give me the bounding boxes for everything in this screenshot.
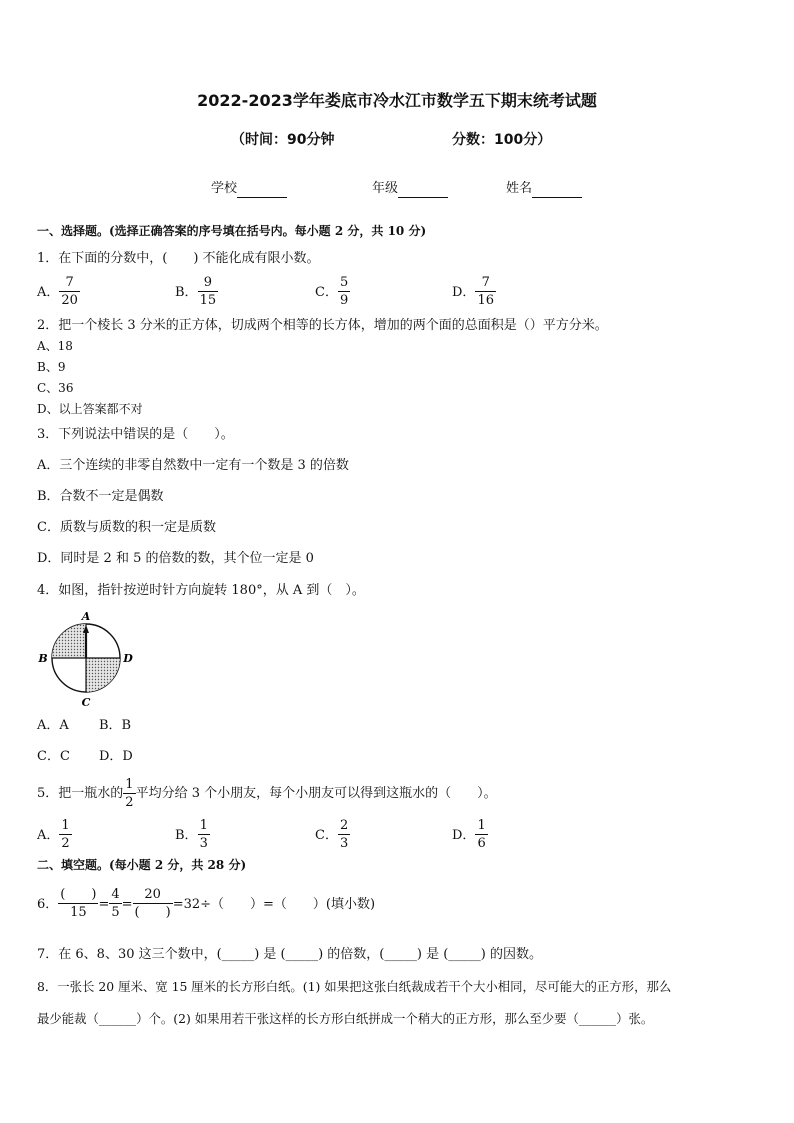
q2-option-c[interactable]: C、36 [37, 381, 74, 395]
q6-fraction-1[interactable] [58, 886, 98, 921]
school-field[interactable] [211, 181, 287, 198]
q3-stem: 3．下列说法中错误的是（ ）。 [37, 427, 234, 442]
q3-option-c[interactable]: C．质数与质数的积一定是质数 [37, 520, 216, 535]
grade-label: 年级 [372, 181, 399, 196]
q1-option-c[interactable] [315, 274, 350, 309]
q4-label-right: D [123, 652, 133, 665]
q1-option-a-num: 7 [59, 274, 80, 292]
exam-score: 分数：100分） [452, 132, 552, 148]
q6-equation [37, 886, 375, 921]
q2-stem: 2．把一个棱长 3 分米的正方体，切成两个相等的长方体，增加的两个面的总面积是（）平方分米。 [37, 318, 608, 333]
school-blank[interactable] [237, 181, 287, 198]
q5-option-b[interactable] [175, 817, 210, 852]
q5-option-c-num: 2 [339, 818, 349, 833]
q1-option-d[interactable] [452, 274, 496, 309]
q6-eq-1: = [98, 897, 110, 912]
q5-stem-before: 5．把一瓶水的 [37, 786, 124, 801]
q5-option-b-den: 3 [199, 836, 208, 851]
q5-option-b-label: B． [175, 828, 198, 843]
q1-option-d-num: 7 [475, 274, 496, 292]
grade-blank[interactable] [398, 181, 448, 198]
q5-option-c[interactable] [315, 817, 350, 852]
q1-option-d-den: 16 [477, 293, 494, 308]
q6-label: 6． [37, 897, 59, 912]
section-2-heading: 二、填空题。(每小题 2 分，共 28 分) [37, 858, 247, 872]
q1-option-c-label: C． [315, 285, 338, 300]
q1-option-b-label: B． [175, 285, 198, 300]
q1-option-b[interactable] [175, 274, 218, 309]
q6-fraction-3[interactable] [133, 886, 173, 921]
q5-option-c-label: C． [315, 828, 338, 843]
q4-option-b[interactable]: B．B [99, 718, 132, 733]
q4-stem: 4．如图，指针按逆时针方向旋转 180°，从 A 到（ ）。 [37, 583, 365, 598]
q8-line-1: 8．一张长 20 厘米、宽 15 厘米的长方形白纸。(1) 如果把这张白纸裁成若干个大小相同，尽可能大的正方形，那么 [37, 979, 672, 994]
q4-option-d[interactable]: D．D [99, 749, 133, 764]
page-title: 2022-2023学年娄底市冷水江市数学五下期末统考试题 [197, 91, 597, 110]
q6-rest[interactable]: =32÷（ ）=（ ）(填小数) [172, 897, 376, 912]
q5-option-c-den: 3 [339, 836, 349, 851]
q3-option-a[interactable]: A．三个连续的非零自然数中一定有一个数是 3 的倍数 [37, 458, 349, 473]
q4-shaded-sector-bottom-right [86, 658, 120, 692]
q1-option-a-den: 20 [61, 293, 78, 308]
q5-option-d-label: D． [452, 828, 476, 843]
q4-rotation-figure [34, 606, 138, 710]
exam-time: （时间：90分钟 [231, 132, 335, 148]
q4-label-bottom: C [81, 696, 91, 709]
q5-option-d-num: 1 [477, 818, 486, 833]
q4-option-c[interactable]: C．C [37, 749, 70, 764]
q5-option-a-label: A． [37, 828, 60, 843]
q5-option-d-den: 6 [477, 836, 486, 851]
q1-option-a-label: A． [37, 285, 60, 300]
q6-fraction-2 [109, 886, 121, 921]
q6-frac2-den: 5 [111, 905, 120, 920]
q4-shaded-sector-top-left [52, 624, 86, 658]
q5-stem-after: 平均分给 3 个小朋友，每个小朋友可以得到这瓶水的（ ）。 [135, 786, 497, 801]
q6-frac1-den: 15 [70, 905, 87, 920]
q1-option-b-den: 15 [199, 293, 217, 308]
q5-option-d[interactable] [452, 817, 488, 852]
q2-option-b[interactable]: B、9 [37, 360, 66, 374]
q1-option-d-label: D． [452, 285, 476, 300]
name-field[interactable] [506, 181, 582, 198]
q1-option-a[interactable] [37, 274, 80, 309]
q1-option-c-num: 5 [339, 275, 349, 290]
q3-option-d[interactable]: D．同时是 2 和 5 的倍数的数，其个位一定是 0 [37, 551, 314, 566]
q5-stem-den: 2 [125, 795, 134, 810]
q6-frac2-num: 4 [111, 887, 120, 902]
q4-option-a[interactable]: A．A [37, 718, 69, 733]
q2-option-a[interactable]: A、18 [37, 339, 73, 353]
q1-option-b-num: 9 [198, 274, 219, 292]
q4-label-left: B [38, 652, 48, 665]
q5-stem-num: 1 [125, 777, 134, 792]
name-blank[interactable] [532, 181, 582, 198]
q8-line-2[interactable]: 最少能裁（______）个。(2) 如果用若干张这样的长方形白纸拼成一个稍大的正方形，那么至少要（______）张。 [37, 1011, 654, 1026]
q6-frac3-num: 20 [133, 886, 173, 904]
school-label: 学校 [211, 181, 238, 196]
q5-option-a-num: 1 [61, 818, 70, 833]
q7-text[interactable]: 7．在 6、8、30 这三个数中，(_____) 是 (_____) 的倍数，(_____) 是 (_____) 的因数。 [37, 947, 542, 962]
q5-option-a[interactable] [37, 817, 72, 852]
q1-stem: 1．在下面的分数中，( ) 不能化成有限小数。 [37, 251, 320, 266]
q1-option-c-den: 9 [339, 293, 349, 308]
q5-option-b-num: 1 [199, 818, 208, 833]
q6-frac3-den[interactable]: ( ) [134, 905, 171, 920]
q6-frac1-num[interactable]: ( ) [60, 887, 97, 902]
q3-option-b[interactable]: B．合数不一定是偶数 [37, 489, 164, 504]
name-label: 姓名 [506, 181, 533, 196]
q2-option-d[interactable]: D、以上答案都不对 [37, 402, 143, 416]
section-1-heading: 一、选择题。(选择正确答案的序号填在括号内。每小题 2 分，共 10 分) [37, 224, 427, 238]
grade-field[interactable] [372, 181, 448, 198]
q4-label-top: A [81, 610, 91, 623]
q5-option-a-den: 2 [61, 836, 70, 851]
q6-eq-2: = [121, 897, 133, 912]
q5-stem [37, 776, 497, 811]
